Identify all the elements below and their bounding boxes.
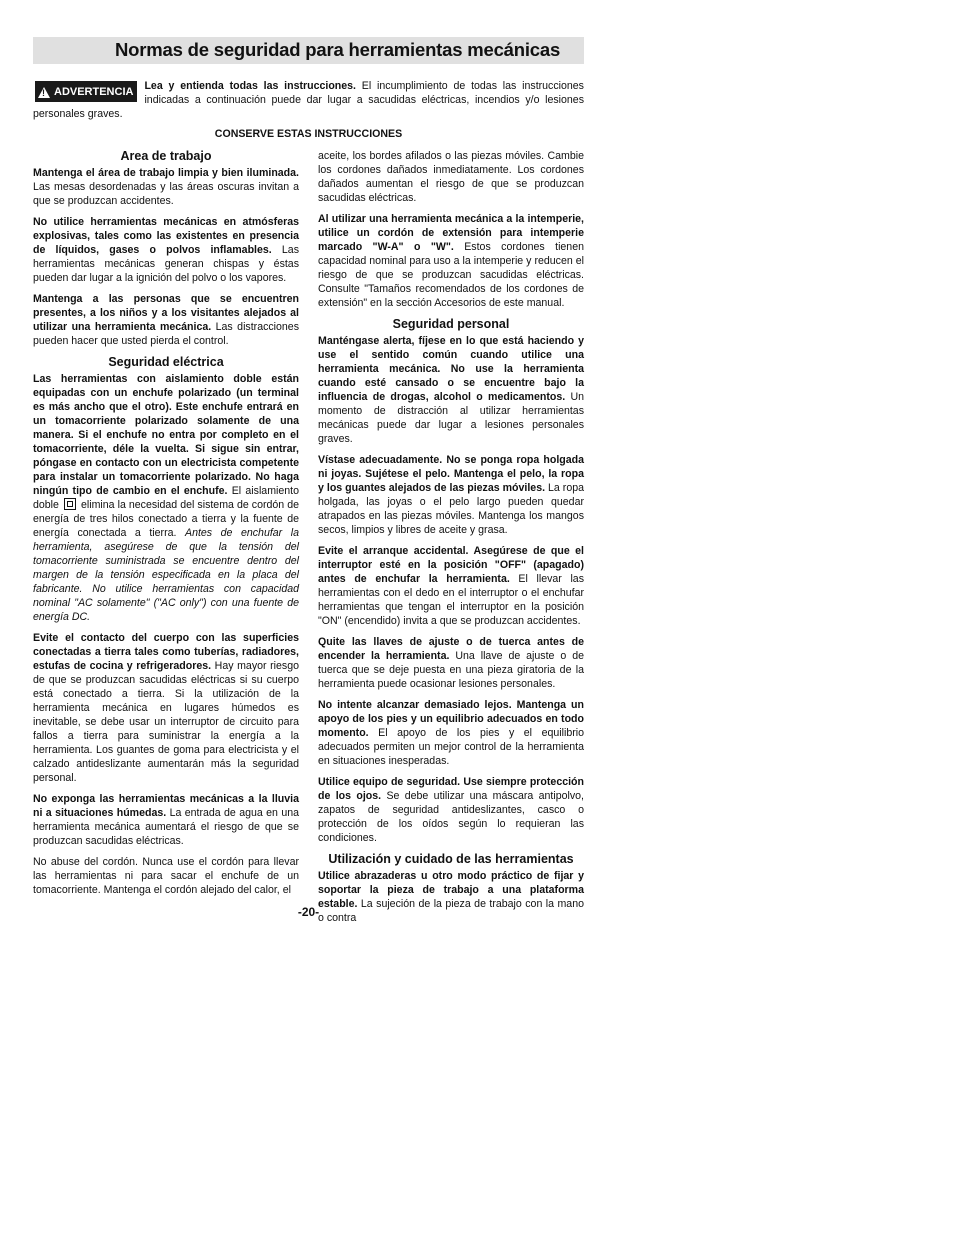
right-column xyxy=(318,149,584,932)
bold-text: Utilice abrazaderas u otro modo práctico de fijar y soportar la pieza de trabajo a una plataforma estable. xyxy=(318,870,584,910)
warning-lead: Lea y entienda todas las instrucciones. xyxy=(144,80,356,92)
title-bar xyxy=(33,37,584,64)
left-column xyxy=(33,149,299,904)
paragraph xyxy=(318,149,584,205)
paragraph xyxy=(318,334,584,446)
paragraph xyxy=(33,855,299,897)
paragraph xyxy=(318,635,584,691)
electrical-heading: Seguridad eléctrica xyxy=(108,355,224,369)
warning-badge-label: ADVERTENCIA xyxy=(54,86,134,98)
body-text: Las distracciones pueden hacer que usted pierda el control. xyxy=(33,321,300,347)
bold-text: Quite las llaves de ajuste o de tuerca antes de encender la herramienta. xyxy=(318,636,584,662)
paragraph xyxy=(318,453,584,537)
warning-paragraph xyxy=(33,79,584,121)
body-text: El llevar las herramientas con el dedo en el interruptor o el enchufar herramientas que tengan el interruptor en la posición "ON" (encendido) invita a que se produzcan accidentes. xyxy=(318,573,584,627)
bold-text: Vístase adecuadamente. No se ponga ropa holgada ni joyas. Sujétese el pelo. Mantenga el pelo, la ropa y los guantes alejados de las piezas móviles. xyxy=(318,454,584,494)
paragraph xyxy=(33,215,299,285)
body-text: Las herramientas mecánicas generan chispas y éstas pueden dar lugar a la ignición del polvo o los vapores. xyxy=(33,244,299,284)
body-text: Las mesas desordenadas y las áreas oscuras invitan a que se produzcan accidentes. xyxy=(33,181,299,207)
body-text: No abuse del cordón. Nunca use el cordón para llevar las herramientas ni para sacar el enchufe de un tomacorriente. Mantenga el cordón alejado del calor, el xyxy=(33,856,299,896)
area-heading: Area de trabajo xyxy=(120,149,212,163)
bold-text: No exponga las herramientas mecánicas a la lluvia ni a situaciones húmedas. xyxy=(33,793,299,819)
tool-use-heading: Utilización y cuidado de las herramientas xyxy=(328,852,574,866)
body-text: La entrada de agua en una herramienta mecánica aumentará el riesgo de que se produzcan sacudidas eléctricas. xyxy=(33,807,299,847)
bold-text: Utilice equipo de seguridad. Use siempre protección de los ojos. xyxy=(318,776,584,802)
conserve-instructions: CONSERVE ESTAS INSTRUCCIONES xyxy=(214,128,403,140)
bold-text: No intente alcanzar demasiado lejos. Mantenga un apoyo de los pies y un equilibrio adecuados en todo momento. xyxy=(318,699,584,739)
paragraph xyxy=(318,775,584,845)
bold-text: Evite el contacto del cuerpo con las superficies conectadas a tierra tales como tuberías, radiadores, estufas de cocina y refrigeradores. xyxy=(33,632,299,672)
bold-text: Las herramientas con aislamiento doble están equipadas con un enchufe polarizado (un terminal es más ancho que el otro). Este enchufe entrará en un tomacorriente polarizado solamente de una manera. Si el enchufe no entra por completo en el tomacorriente, déle la vuelta. Si sigue sin entrar, póngase en contacto con un electricista competente para instalar un tomacorriente polarizado. No haga ningún tipo de cambio en el enchufe. xyxy=(33,373,299,497)
page-number: -20- xyxy=(297,905,320,919)
double-insulation-icon xyxy=(64,498,76,510)
paragraph xyxy=(33,166,299,208)
body-text: La ropa holgada, las joyas o el pelo largo pueden quedar atrapados en las piezas móviles. Mantenga los mangos secos, limpios y libres de aceite y grasa. xyxy=(318,482,585,536)
warning-text: El incumplimiento de todas las instrucciones indicadas a continuación puede dar lugar a sacudidas eléctricas, incendios y/o lesiones personales graves. xyxy=(33,80,584,120)
paragraph xyxy=(318,698,584,768)
bold-text: Manténgase alerta, fíjese en lo que está haciendo y use el sentido común cuando utilice una herramienta mecánica. No use la herramienta cuando esté cansado o se encuentre bajo la influencia de drogas, alcohol o medicamentos. xyxy=(318,335,584,403)
body-text: El aislamiento doble xyxy=(33,485,299,511)
personal-safety-heading: Seguridad personal xyxy=(392,317,510,331)
bold-text: Al utilizar una herramienta mecánica a la intemperie, utilice un cordón de extensión para intemperie marcado "W-A" o "W". xyxy=(318,213,584,253)
paragraph xyxy=(33,292,299,348)
page-title: Normas de seguridad para herramientas mecánicas xyxy=(115,39,561,60)
body-text: Se debe utilizar una máscara antipolvo, zapatos de seguridad antideslizantes, casco o protección de los oídos según lo requieran las condiciones. xyxy=(318,790,584,844)
body-text: aceite, los bordes afilados o las piezas móviles. Cambie los cordones dañados inmediatamente. Los cordones dañados aumentan el riesgo de que se produzcan sacudidas eléctricas. xyxy=(318,150,584,204)
italic-text: Antes de enchufar la herramienta, asegúrese de que la tensión del tomacorriente suministrada se encuentre dentro del margen de la tensión especificada en la placa del fabricante. No utilice herramientas con capacidad nominal "AC solamente" ("AC only") con una fuente de energía DC. xyxy=(33,527,299,623)
body-text: La sujeción de la pieza de trabajo con la mano o contra xyxy=(318,898,584,924)
bold-text: No utilice herramientas mecánicas en atmósferas explosivas, tales como las existentes en presencia de líquidos, gases o polvos inflamables. xyxy=(33,216,299,256)
body-text: El apoyo de los pies y el equilibrio adecuados permiten un mejor control de la herramienta en situaciones inesperadas. xyxy=(318,727,584,767)
bold-text: Mantenga el área de trabajo limpia y bien iluminada. xyxy=(33,167,299,179)
paragraph xyxy=(33,792,299,848)
paragraph xyxy=(318,544,584,628)
body-text: Una llave de ajuste o de tuerca que se deje puesta en una pieza giratoria de la herramienta puede ocasionar lesiones personales. xyxy=(318,650,584,690)
paragraph xyxy=(318,212,584,310)
paragraph xyxy=(33,372,299,624)
body-text: Un momento de distracción al utilizar herramientas mecánicas puede dar lugar a lesiones personales graves. xyxy=(318,391,584,445)
bold-text: Mantenga a las personas que se encuentren presentes, a los niños y a los visitantes alejados al utilizar una herramienta mecánica. xyxy=(33,293,299,333)
body-text: Estos cordones tienen capacidad nominal para uso a la intemperie y reducen el riesgo de que se produzcan sacudidas eléctricas. Consulte "Tamaños recomendados de los cordones de extensión" en la sección Accesorios de este manual. xyxy=(318,241,584,309)
body-text: Hay mayor riesgo de que se produzcan sacudidas eléctricas si su cuerpo está conectado a tierra. Si la utilización de la herramienta mecánica en lugares húmedos es inevitable, se debe usar un interruptor de circuito para fallos a tierra para suministrar la energía a la herramienta. Los guantes de goma para electricista y el calzado antideslizante aumentarán más la seguridad personal. xyxy=(33,660,299,784)
paragraph xyxy=(33,631,299,785)
body-text: elimina la necesidad del sistema de cordón de energía de tres hilos conectado a tierra y la fuente de energía conectada a tierra. xyxy=(33,499,299,539)
bold-text: Evite el arranque accidental. Asegúrese de que el interruptor esté en la posición "OFF" (apagado) antes de enchufar la herramienta. xyxy=(318,545,584,585)
manual-page xyxy=(33,37,585,924)
warning-badge xyxy=(35,81,137,102)
warning-triangle-icon xyxy=(38,87,50,98)
